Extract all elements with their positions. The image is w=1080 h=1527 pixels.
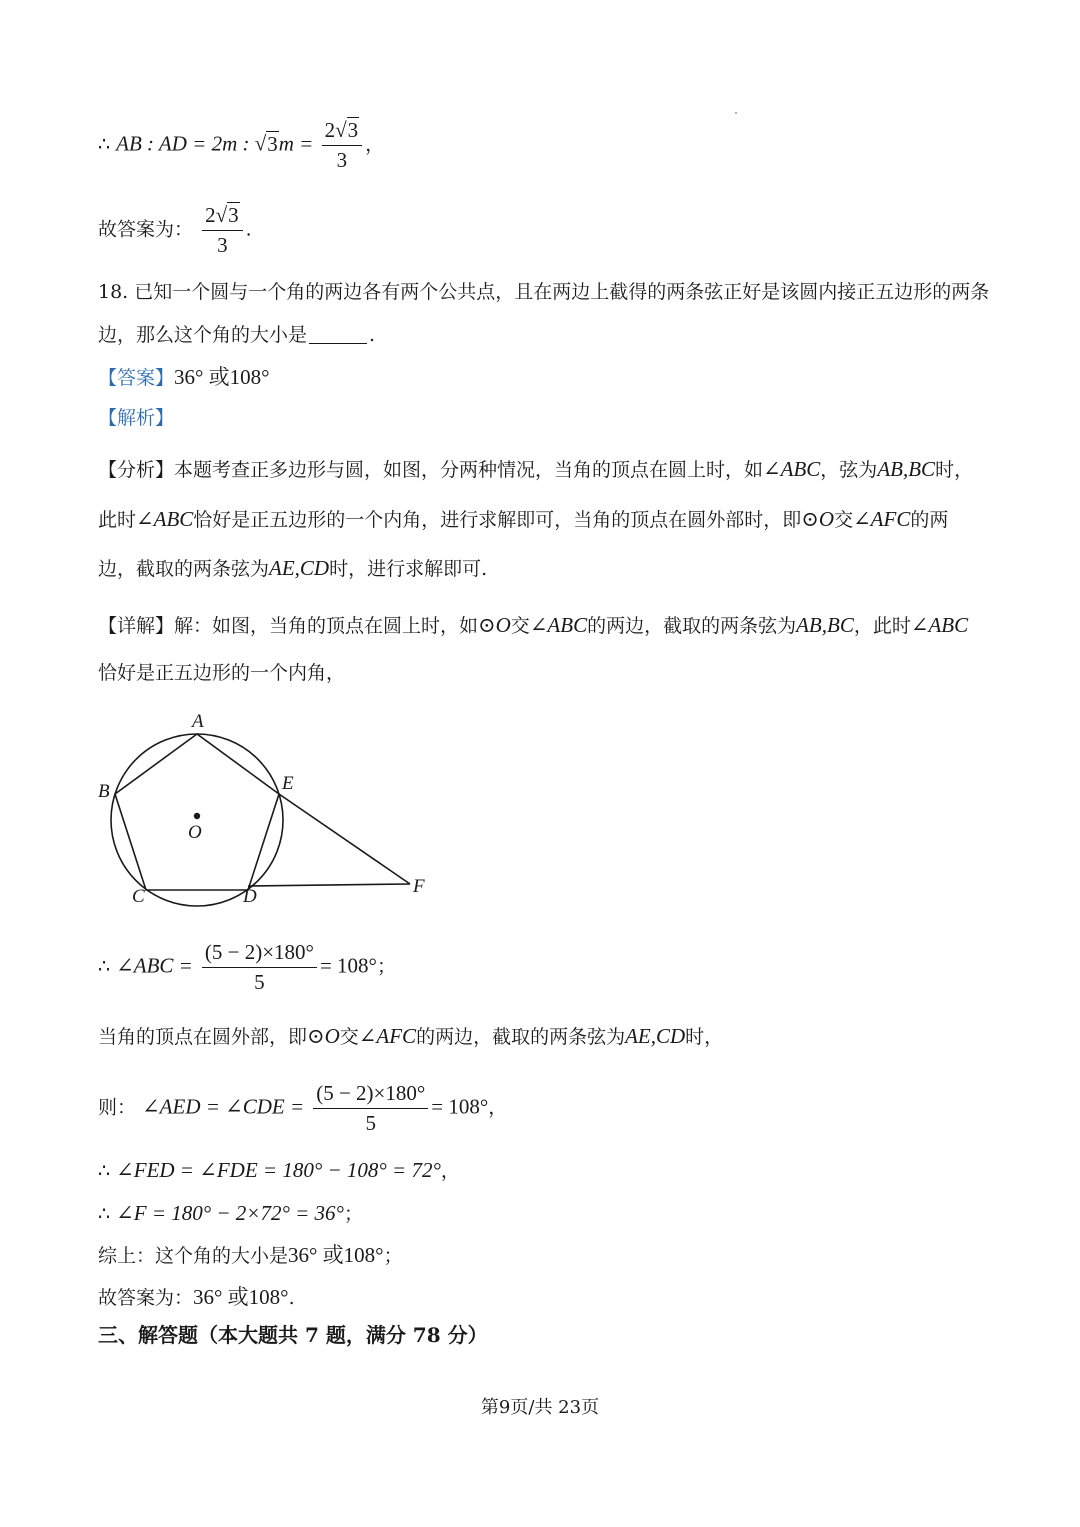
ratio-expression: AB : AD = 2m : [116, 131, 255, 156]
analysis-line1: 【分析】本题考查正多边形与圆，如图，分两种情况，当角的顶点在圆上时，如∠ABC，弦为AB,BC时， [98, 457, 974, 481]
circle-o [111, 734, 283, 906]
sqrt-radicand: 3 [267, 131, 278, 156]
line-ef [279, 794, 410, 884]
answer-line-17: 故答案为： $\frac{2√3}{3}$ . [98, 203, 252, 257]
pentagon [115, 734, 279, 890]
answer-label: 故答案为： [98, 218, 194, 241]
therefore-symbol: ∴ [98, 133, 111, 156]
question-18-line2: 边，那么这个角的大小是 . [98, 324, 376, 346]
label-a: A [192, 711, 204, 732]
final-answer-line: 故答案为：36° 或108°. [98, 1285, 295, 1309]
analysis-line3: 边，截取的两条弦为AE,CD时，进行求解即可. [98, 556, 488, 580]
case2-line: 当角的顶点在圆外部，即⊙O交∠AFC的两边，截取的两条弦为AE,CD时， [98, 1024, 724, 1048]
equation-aed: 则： ∠AED = ∠CDE = $\frac{(5 - 2)\times 180^\circ}{5}$ = 108°， [98, 1081, 508, 1135]
jiexi-tag: 【解析】 [98, 407, 175, 429]
label-d: D [243, 886, 257, 907]
detail-line2: 恰好是正五边形的一个内角， [98, 662, 346, 684]
detail-line1: 【详解】解：如图，当角的顶点在圆上时，如⊙O交∠ABC的两边，截取的两条弦为AB,BC，此时∠ABC [98, 613, 969, 637]
label-f: F [413, 876, 425, 897]
label-c: C [132, 886, 145, 907]
ratio-fraction: $\frac{2√3}{3}$ [322, 120, 363, 171]
page-footer: 第9页/共 23页 [480, 1397, 600, 1418]
equation-f: ∴ ∠F = 180° − 2×72° = 36°； [98, 1201, 363, 1225]
summary-line: 综上：这个角的大小是36° 或108°； [98, 1243, 403, 1267]
ratio-m: m = [278, 131, 319, 156]
analysis-line2: 此时∠ABC恰好是正五边形的一个内角，进行求解即可，当角的顶点在圆外部时，即⊙O交∠AFC的两 [98, 507, 949, 531]
center-point [194, 813, 200, 819]
equation-abc: ∴ ∠ABC = $\frac{(5 - 2)\times 180^\circ}{5}$ = 108°； [98, 940, 396, 994]
answer-fraction: $\frac{2√3}{3}$ [202, 205, 243, 256]
answer-value: 36° 或108° [174, 365, 270, 389]
section-title: 三、解答题（本大题共 7 题，满分 78 分） [98, 1323, 488, 1347]
equation-fed: ∴ ∠FED = ∠FDE = 180° − 108° = 72°， [98, 1158, 460, 1182]
label-e: E [282, 773, 294, 794]
label-b: B [98, 781, 110, 802]
line-df [248, 884, 410, 886]
question-18-line1: 18. 已知一个圆与一个角的两边各有两个公共点，且在两边上截得的两条弦正好是该圆内接正五边形的两条 [98, 281, 990, 303]
label-o: O [188, 822, 202, 843]
ratio-line: ∴ AB : AD = 2m : √3m = $\frac{2√3}{3}$ ， [98, 118, 385, 172]
answer-tag: 【答案】 [98, 367, 175, 389]
